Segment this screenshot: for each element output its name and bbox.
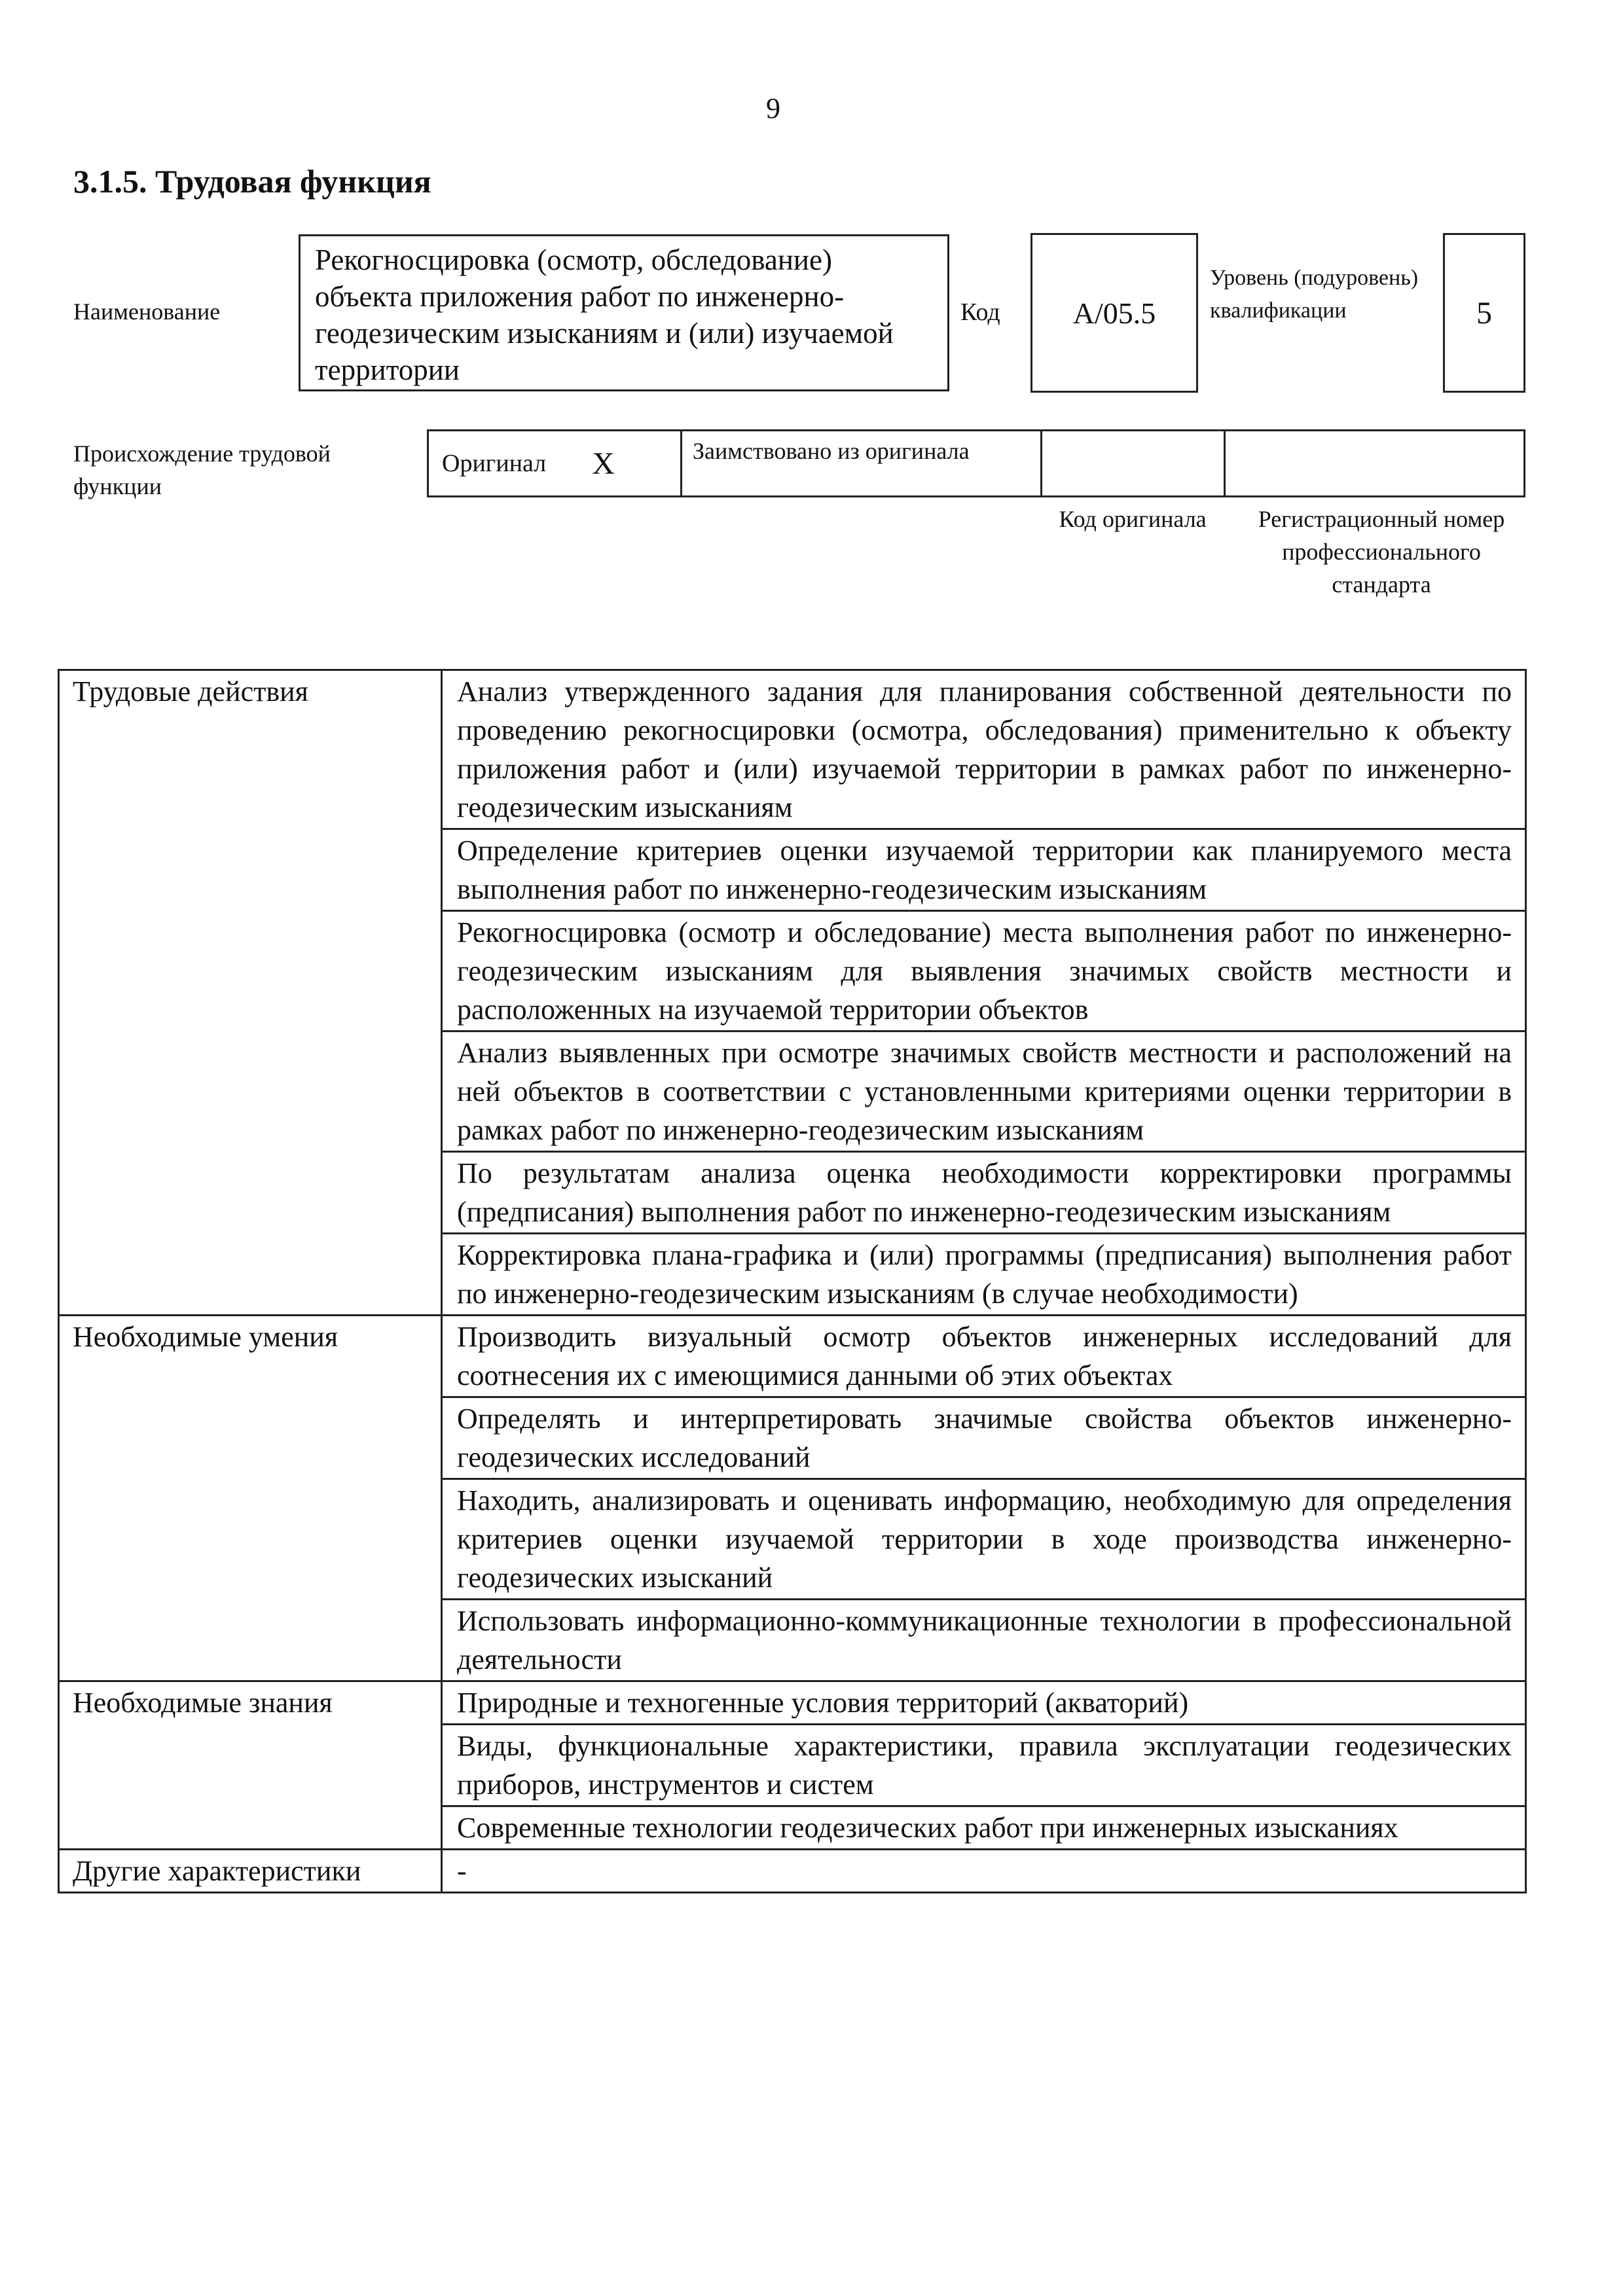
level-box: 5 xyxy=(1443,233,1525,393)
original-code-cell xyxy=(1040,431,1224,495)
table-row xyxy=(59,1681,1526,1725)
section-item: Определение критериев оценки изучаемой территории как планируемого места выполнения работ по инженерно-геодезическим изысканиям xyxy=(442,829,1526,911)
name-label: Наименование xyxy=(73,298,221,325)
table-row xyxy=(59,1850,1526,1893)
origin-original-cell xyxy=(429,431,680,495)
section-item: Виды, функциональные характеристики, правила эксплуатации геодезических приборов, инструментов и систем xyxy=(442,1725,1526,1806)
original-code-caption: Код оригинала xyxy=(1059,506,1207,532)
section-heading: Необходимые умения xyxy=(59,1316,442,1681)
section-heading: Необходимые знания xyxy=(59,1681,442,1850)
original-mark: X xyxy=(592,446,615,481)
section-item: Находить, анализировать и оценивать информацию, необходимую для определения критериев оценки изучаемой территории в ходе производства инженерно-геодезических изысканий xyxy=(442,1479,1526,1600)
code-box: A/05.5 xyxy=(1030,233,1198,393)
function-details-table xyxy=(58,669,1527,1893)
registration-number-cell xyxy=(1224,431,1523,495)
section-item: Корректировка плана-графика и (или) программы (предписания) выполнения работ по инженерно-геодезическим изысканиям (в случае необходимости) xyxy=(442,1234,1526,1316)
borrowed-label: Заимствовано из оригинала xyxy=(680,431,1040,495)
code-label: Код xyxy=(960,298,1000,326)
section-item: Современные технологии геодезических работ при инженерных изысканиях xyxy=(442,1806,1526,1850)
section-item: Использовать информационно-коммуникационные технологии в профессиональной деятельности xyxy=(442,1600,1526,1681)
section-item: Анализ утвержденного задания для планирования собственной деятельности по проведению рекогносцировки (осмотра, обследования) применительно к объекту приложения работ и (или) изучаемой территории в рамках работ по инженерно-геодезическим изысканиям xyxy=(442,670,1526,829)
section-item: Анализ выявленных при осмотре значимых свойств местности и расположений на ней объектов в соответствии с установленными критериями оценки территории в рамках работ по инженерно-геодезическим изысканиям xyxy=(442,1031,1526,1152)
function-name-box: Рекогносцировка (осмотр, обследование) объекта приложения работ по инженерно-геодезическим изысканиям и (или) изучаемой территории xyxy=(299,234,949,391)
registration-number-caption: Регистрационный номер профессионального стандарта xyxy=(1258,506,1505,598)
origin-row xyxy=(427,429,1525,497)
section-item: Определять и интерпретировать значимые свойства объектов инженерно-геодезических исследований xyxy=(442,1397,1526,1479)
original-label: Оригинал xyxy=(442,450,547,477)
section-item: Рекогносцировка (осмотр и обследование) места выполнения работ по инженерно-геодезическим изысканиям для выявления значимых свойств местности и расположенных на изучаемой территории объектов xyxy=(442,911,1526,1031)
origin-label: Происхождение трудовой функции xyxy=(73,440,331,499)
section-item: Производить визуальный осмотр объектов инженерных исследований для соотнесения их с имеющимися данными об этих объектах xyxy=(442,1316,1526,1397)
section-title: 3.1.5. Трудовая функция xyxy=(73,163,431,200)
table-row xyxy=(59,670,1526,829)
section-item: Природные и техногенные условия территорий (акваторий) xyxy=(442,1681,1526,1725)
section-heading: Трудовые действия xyxy=(59,670,442,1316)
table-row xyxy=(59,1316,1526,1397)
level-label: Уровень (подуровень) квалификации xyxy=(1210,266,1419,323)
page-number: 9 xyxy=(766,92,780,124)
section-item: - xyxy=(442,1850,1526,1893)
section-item: По результатам анализа оценка необходимости корректировки программы (предписания) выполнения работ по инженерно-геодезическим изысканиям xyxy=(442,1152,1526,1234)
section-heading: Другие характеристики xyxy=(59,1850,442,1893)
